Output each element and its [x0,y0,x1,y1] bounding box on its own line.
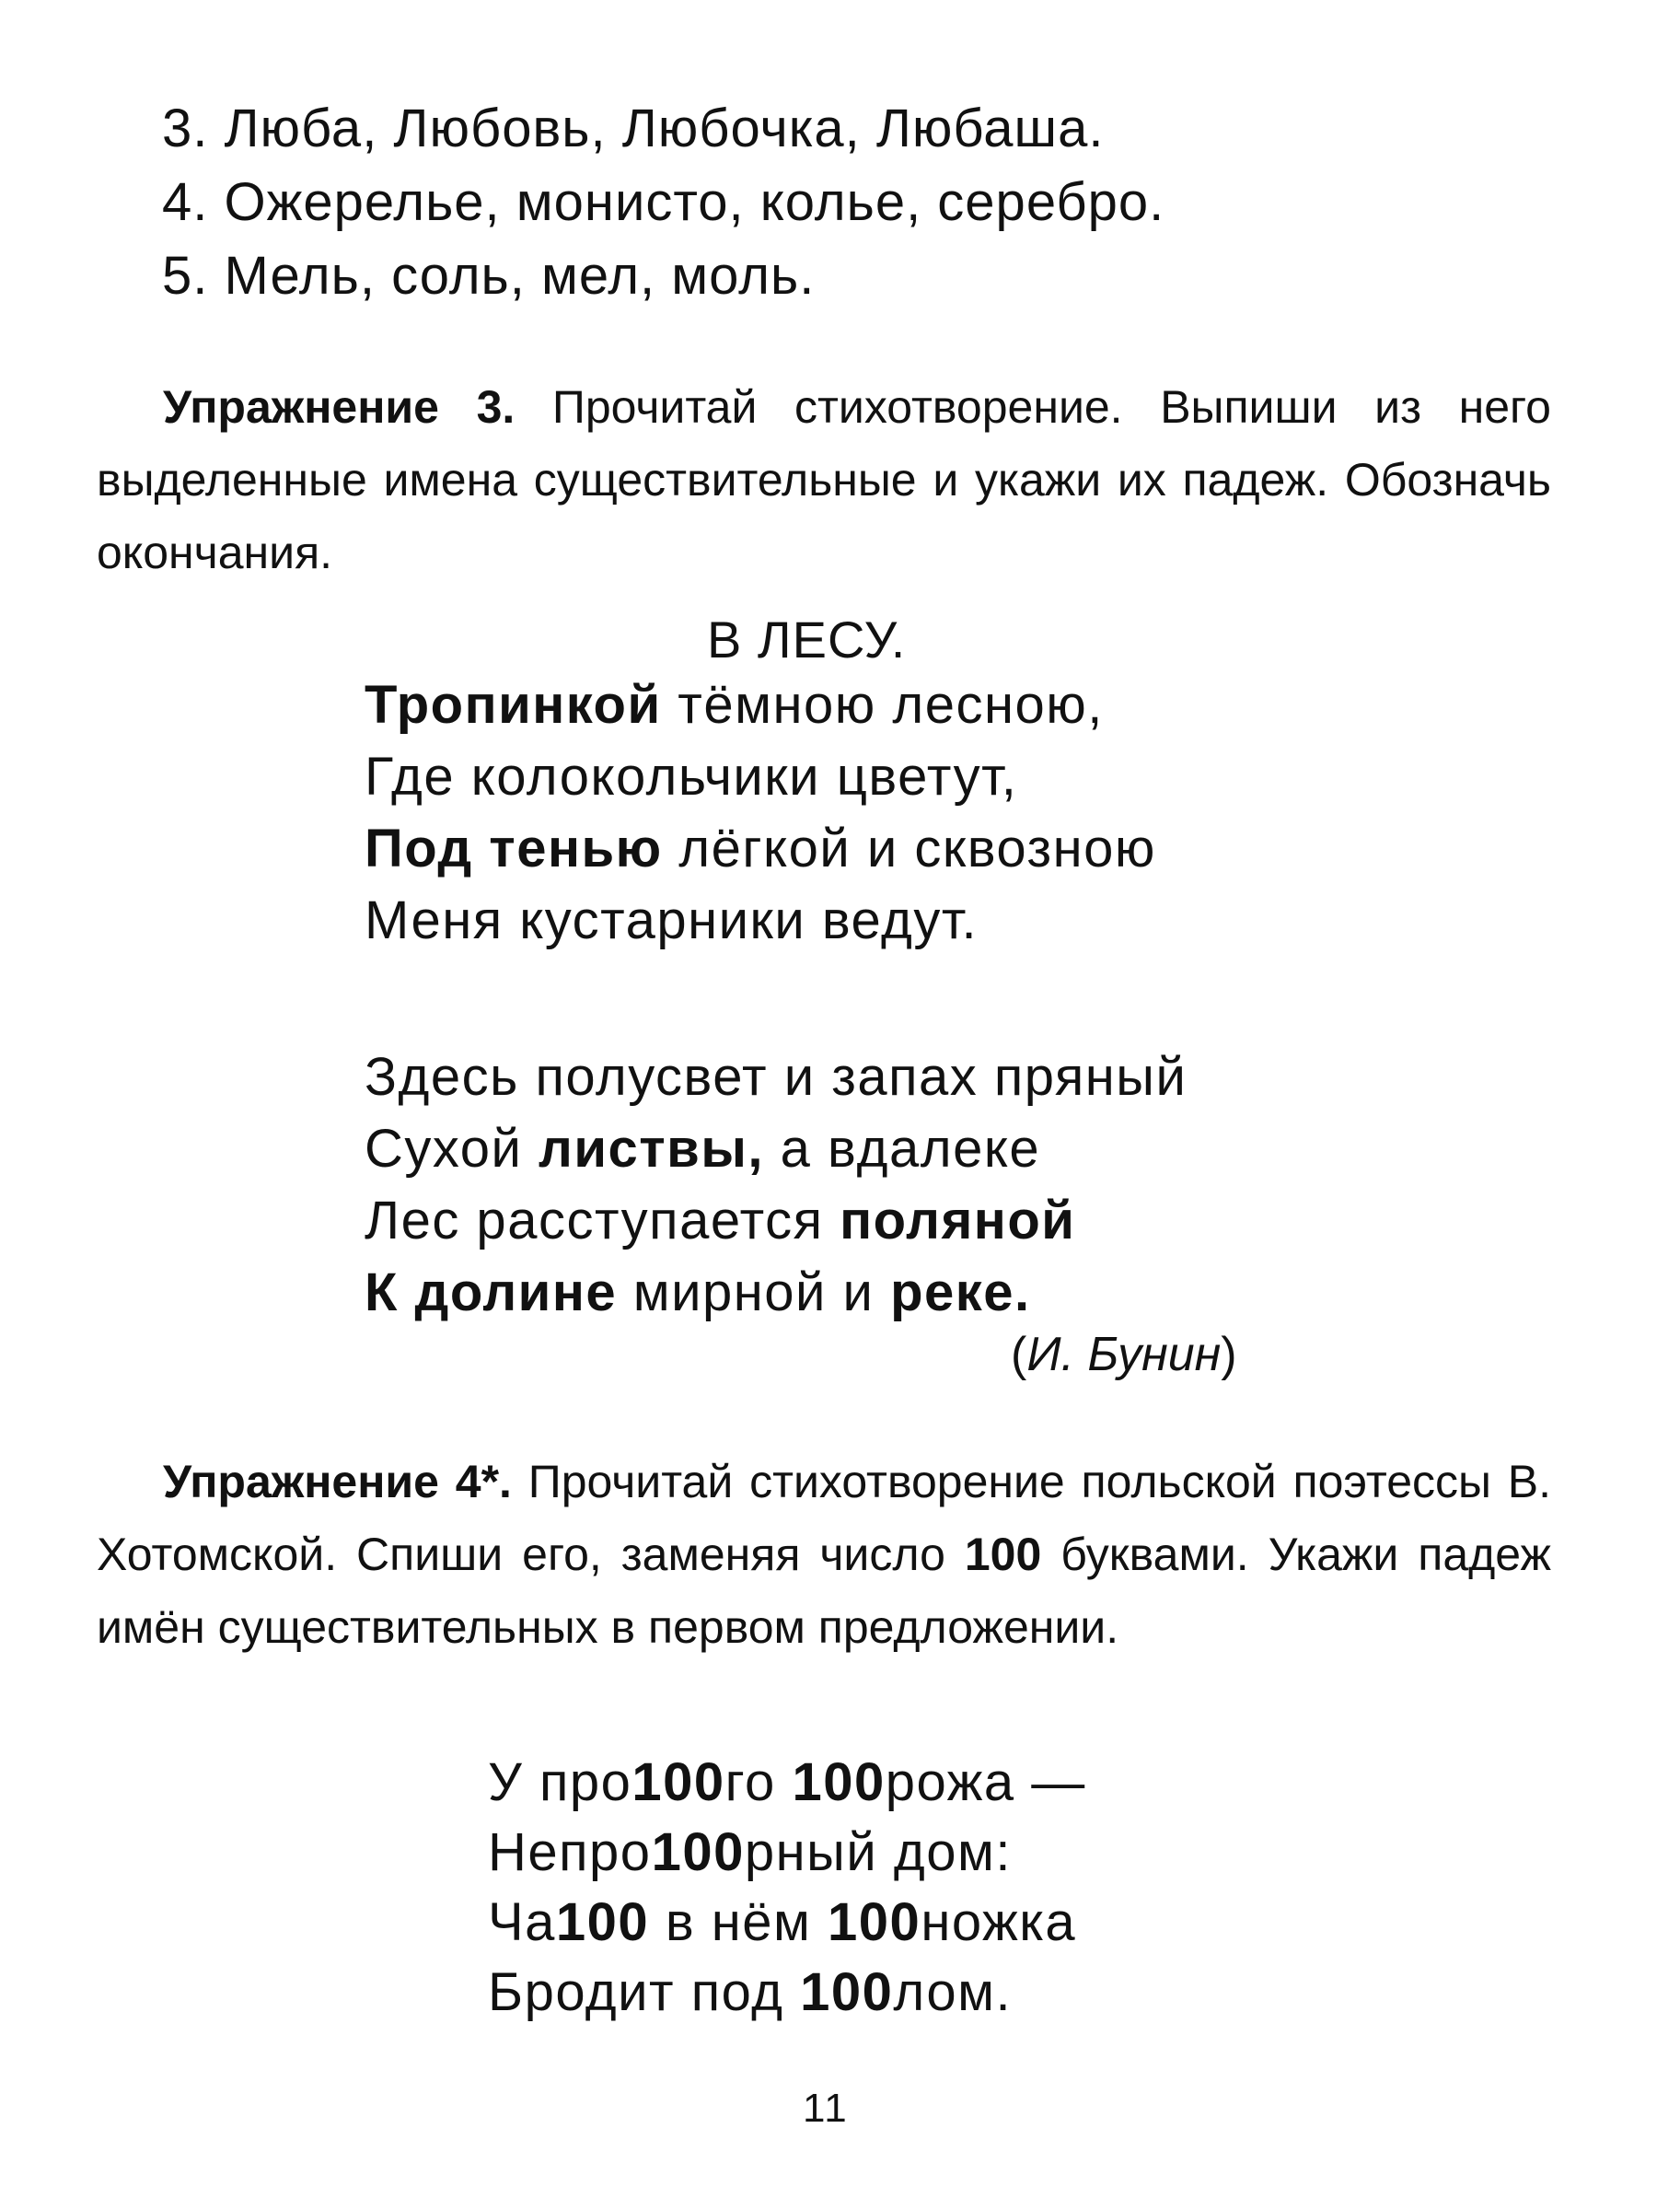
poem-text: Бродит под [488,1962,801,2022]
poem-text: рный дом: [744,1822,1012,1882]
exercise-3-text: Прочитай стихотворение. Выпиши из него выделенные имена существительные и укажи их падеж. Обозначь окончания. [97,381,1551,578]
number-100: 100 [631,1752,725,1812]
poem-text: мирной и [617,1262,891,1322]
poem-text: лом. [893,1962,1013,2022]
poem-line [365,1113,1187,1185]
poem-line [365,669,1187,741]
numbered-word-list [162,92,1164,313]
poem-line [365,1257,1187,1329]
poem-line: Меня кустарники ведут. [365,890,979,950]
poem-text: ножка [921,1892,1077,1952]
poem-hotomska [488,1748,1086,2028]
list-item: 3. Люба, Любовь, Любочка, Любаша. [162,99,1105,158]
highlighted-noun: реке. [890,1262,1031,1322]
page-number: 11 [803,2086,849,2131]
poem-text: а вдалеке [763,1119,1041,1179]
poem-text: Ча [488,1892,556,1952]
paren: ) [1221,1328,1237,1381]
poem-text: Сухой [365,1119,539,1179]
exercise-4-text: буквами. Укажи падеж имён существительных в первом предложении. [97,1529,1551,1653]
number-100: 100 [964,1529,1042,1580]
poem-title: В ЛЕСУ. [707,611,907,669]
poem-line [365,813,1187,885]
poem-line: Где колокольчики цветут, [365,747,1018,807]
poem-line: Здесь полусвет и запах пряный [365,1047,1188,1107]
number-100: 100 [800,1962,894,2022]
author-name: И. Бунин [1026,1328,1222,1381]
number-100: 100 [828,1892,921,1952]
poem-text: лёгкой и сквозною [662,819,1156,878]
highlighted-noun: Под тенью [365,819,663,878]
exercise-4-text: Прочитай стихотворение польской поэтессы В. Хотомской. Спиши его, заменяя число [97,1456,1551,1580]
poem-line [365,1185,1187,1257]
poem-text: Лес расступается [365,1191,840,1250]
highlighted-noun: листвы, [539,1119,764,1179]
poem-text: Непро [488,1822,652,1882]
poem-text: го [724,1752,793,1812]
number-100: 100 [792,1752,886,1812]
poem-v-lesu [365,669,1187,1329]
poem-text: рожа — [885,1752,1086,1812]
exercise-4-label: Упражнение 4*. [163,1456,512,1507]
paren: ( [1011,1328,1027,1381]
stanza-gap [365,957,1187,1041]
highlighted-noun: К долине [365,1262,618,1322]
list-item: 4. Ожерелье, монисто, колье, серебро. [162,172,1165,232]
poem-text: тёмною лесною, [661,675,1104,735]
number-100: 100 [651,1822,745,1882]
poem-line [488,1958,1086,2028]
number-100: 100 [555,1892,650,1952]
exercise-3-instruction [97,371,1551,589]
exercise-3-label: Упражнение 3. [163,381,516,433]
list-item: 5. Мель, соль, мел, моль. [162,246,816,306]
highlighted-noun: поляной [840,1191,1076,1250]
poem-line [488,1888,1086,1958]
poem-line [488,1818,1086,1888]
exercise-4-instruction [97,1446,1551,1664]
poem-text: в нём [649,1892,828,1952]
poem-author [1011,1322,1237,1387]
highlighted-noun: Тропинкой [365,675,662,735]
poem-line [488,1748,1086,1818]
poem-text: У про [488,1752,632,1812]
